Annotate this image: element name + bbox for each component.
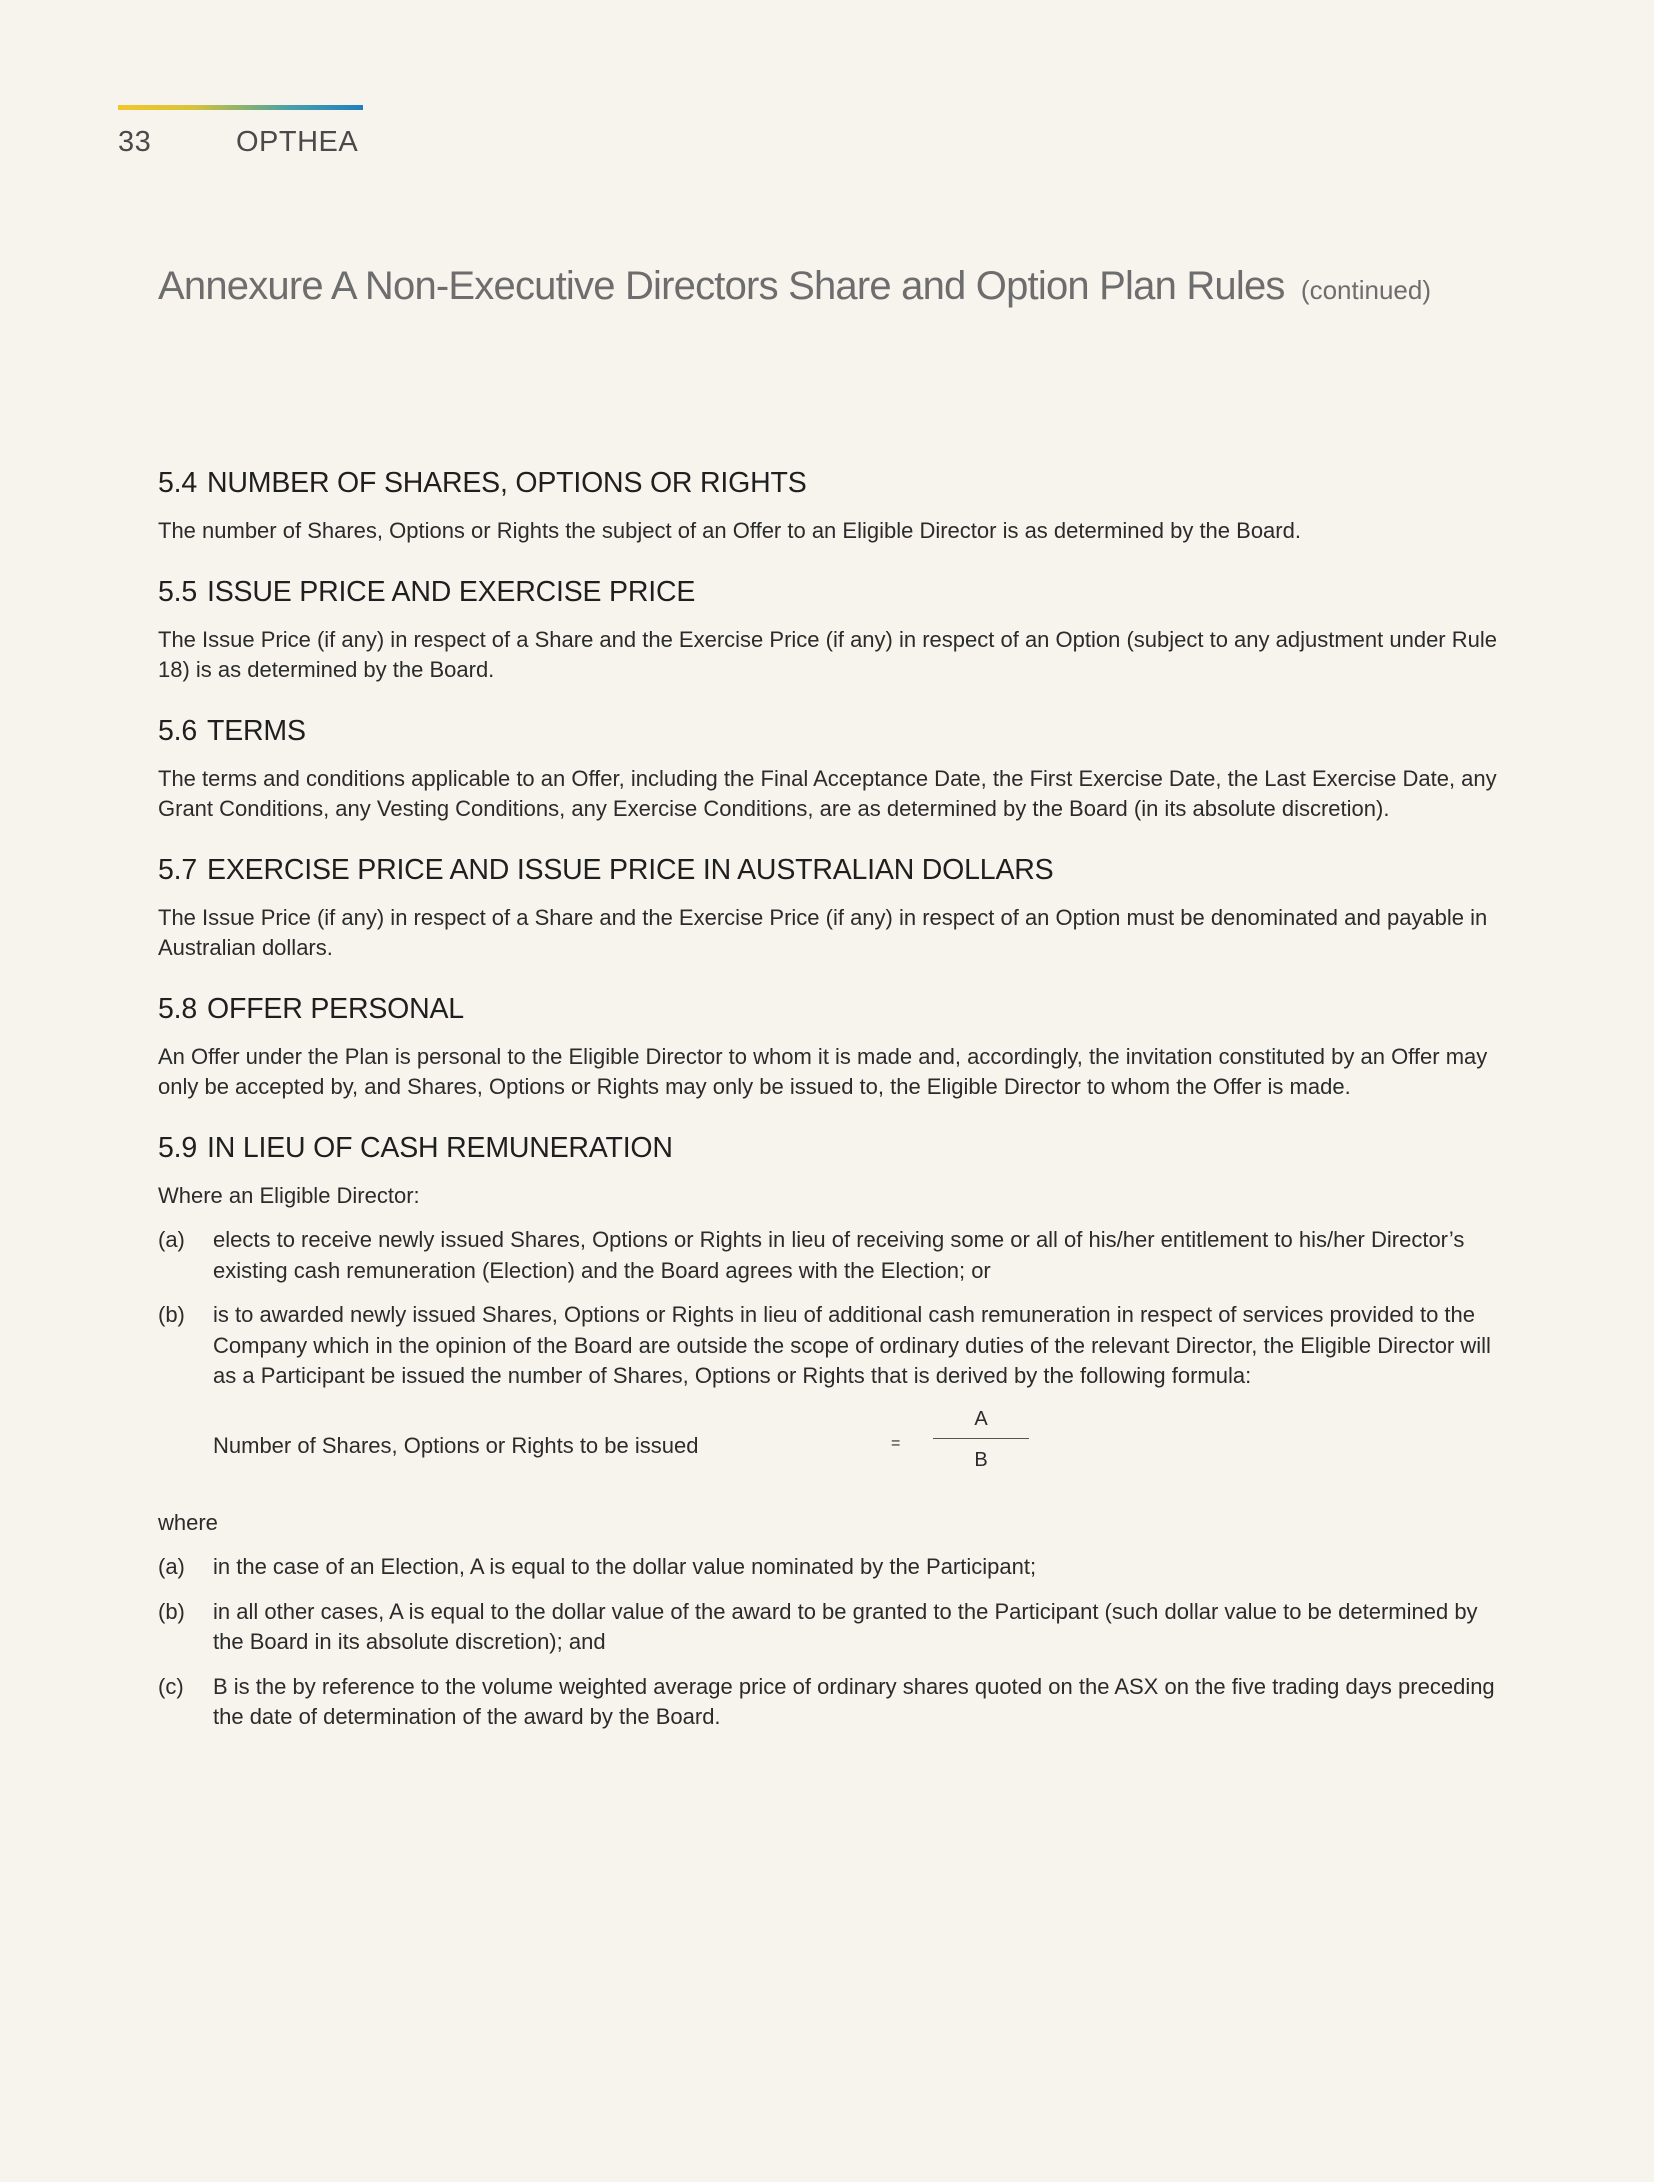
page-title-suffix: (continued) bbox=[1300, 275, 1431, 305]
section-5-9 bbox=[158, 1129, 1510, 1733]
section-number: 5.6 bbox=[158, 714, 198, 747]
list-item bbox=[158, 1597, 1510, 1658]
section-number: 5.7 bbox=[158, 853, 198, 886]
section-title: ISSUE PRICE AND EXERCISE PRICE bbox=[207, 575, 696, 608]
formula-numerator: A bbox=[933, 1406, 1029, 1439]
section-number: 5.5 bbox=[158, 575, 198, 608]
list-marker: (b) bbox=[158, 1598, 185, 1624]
where-label: where bbox=[158, 1509, 218, 1535]
section-5-7 bbox=[158, 851, 1510, 964]
section-paragraph: The number of Shares, Options or Rights the subject of an Offer to an Eligible Director is as determined by the Board. bbox=[158, 518, 1301, 543]
section-heading bbox=[158, 573, 1510, 611]
page-number: 33 bbox=[118, 126, 152, 158]
list-item bbox=[158, 1300, 1510, 1392]
formula-equals-sign: = bbox=[891, 1434, 901, 1452]
header-accent-bar bbox=[118, 105, 363, 110]
section-heading bbox=[158, 464, 1510, 502]
list-item-text: B is the by reference to the volume weighted average price of ordinary shares quoted on the ASX on the five trading days preceding the date of determination of the award by the Board. bbox=[213, 1673, 1495, 1729]
brand-logo-text: OPTHEA bbox=[236, 126, 359, 158]
formula-denominator: B bbox=[974, 1448, 988, 1471]
list-item bbox=[158, 1672, 1510, 1733]
list-marker: (a) bbox=[158, 1227, 185, 1252]
section-paragraph: The Issue Price (if any) in respect of a Share and the Exercise Price (if any) in respect of an Option (subject to any adjustment under Rule 18) is as determined by the Board. bbox=[158, 626, 1497, 682]
formula-label: Number of Shares, Options or Rights to be issued bbox=[213, 1432, 699, 1458]
section-title: TERMS bbox=[207, 714, 306, 747]
section-paragraph: An Offer under the Plan is personal to the Eligible Director to whom it is made and, accordingly, the invitation constituted by an Offer may only be accepted by, and Shares, Options or Rights may only be issued to, the Eligible Director to whom the Offer is made. bbox=[158, 1043, 1488, 1099]
list-marker: (c) bbox=[158, 1673, 184, 1699]
section-paragraph: The terms and conditions applicable to an Offer, including the Final Acceptance Date, the First Exercise Date, the Last Exercise Date, any Grant Conditions, any Vesting Conditions, any Exercise Conditions, are as determined by the Board (in its absolute discretion). bbox=[158, 765, 1497, 821]
list-item bbox=[158, 1552, 1510, 1583]
section-heading bbox=[158, 1129, 1510, 1167]
section-title: OFFER PERSONAL bbox=[207, 992, 464, 1025]
document-body bbox=[158, 464, 1510, 1759]
section-heading bbox=[158, 851, 1510, 889]
section-intro: Where an Eligible Director: bbox=[158, 1182, 420, 1208]
section-5-8 bbox=[158, 990, 1510, 1103]
page-title bbox=[158, 264, 1431, 309]
list-item-text: in all other cases, A is equal to the dollar value of the award to be granted to the Participant (such dollar value to be determined by the Board in its absolute discretion); and bbox=[213, 1598, 1478, 1654]
section-number: 5.9 bbox=[158, 1131, 198, 1164]
page-title-text: Annexure A Non-Executive Directors Share and Option Plan Rules bbox=[158, 264, 1285, 308]
list-item-text: in the case of an Election, A is equal to the dollar value nominated by the Participant; bbox=[213, 1554, 1037, 1579]
section-title: NUMBER OF SHARES, OPTIONS OR RIGHTS bbox=[207, 467, 807, 499]
formula bbox=[213, 1406, 1510, 1486]
formula-fraction bbox=[933, 1406, 1029, 1473]
section-number: 5.4 bbox=[158, 467, 198, 499]
section-heading bbox=[158, 990, 1510, 1028]
list-item-text: is to awarded newly issued Shares, Options or Rights in lieu of additional cash remuneration in respect of services provided to the Company which in the opinion of the Board are outside the scope of ordinary duties of the relevant Director, the Eligible Director will as a Participant be issued the number of Shares, Options or Rights that is derived by the following formula: bbox=[213, 1302, 1491, 1388]
section-heading bbox=[158, 712, 1510, 750]
section-5-6 bbox=[158, 712, 1510, 825]
list-marker: (b) bbox=[158, 1302, 185, 1327]
list-item bbox=[158, 1225, 1510, 1286]
section-number: 5.8 bbox=[158, 992, 198, 1025]
section-paragraph: The Issue Price (if any) in respect of a Share and the Exercise Price (if any) in respect of an Option must be denominated and payable in Australian dollars. bbox=[158, 904, 1488, 960]
section-title: IN LIEU OF CASH REMUNERATION bbox=[207, 1131, 673, 1164]
section-5-4 bbox=[158, 464, 1510, 547]
list-item-text: elects to receive newly issued Shares, Options or Rights in lieu of receiving some or all of his/her entitlement to his/her Director’s existing cash remuneration (Election) and the Board agrees with the Election; or bbox=[213, 1227, 1465, 1283]
list-marker: (a) bbox=[158, 1554, 185, 1579]
section-5-5 bbox=[158, 573, 1510, 686]
section-title: EXERCISE PRICE AND ISSUE PRICE IN AUSTRALIAN DOLLARS bbox=[207, 853, 1054, 886]
